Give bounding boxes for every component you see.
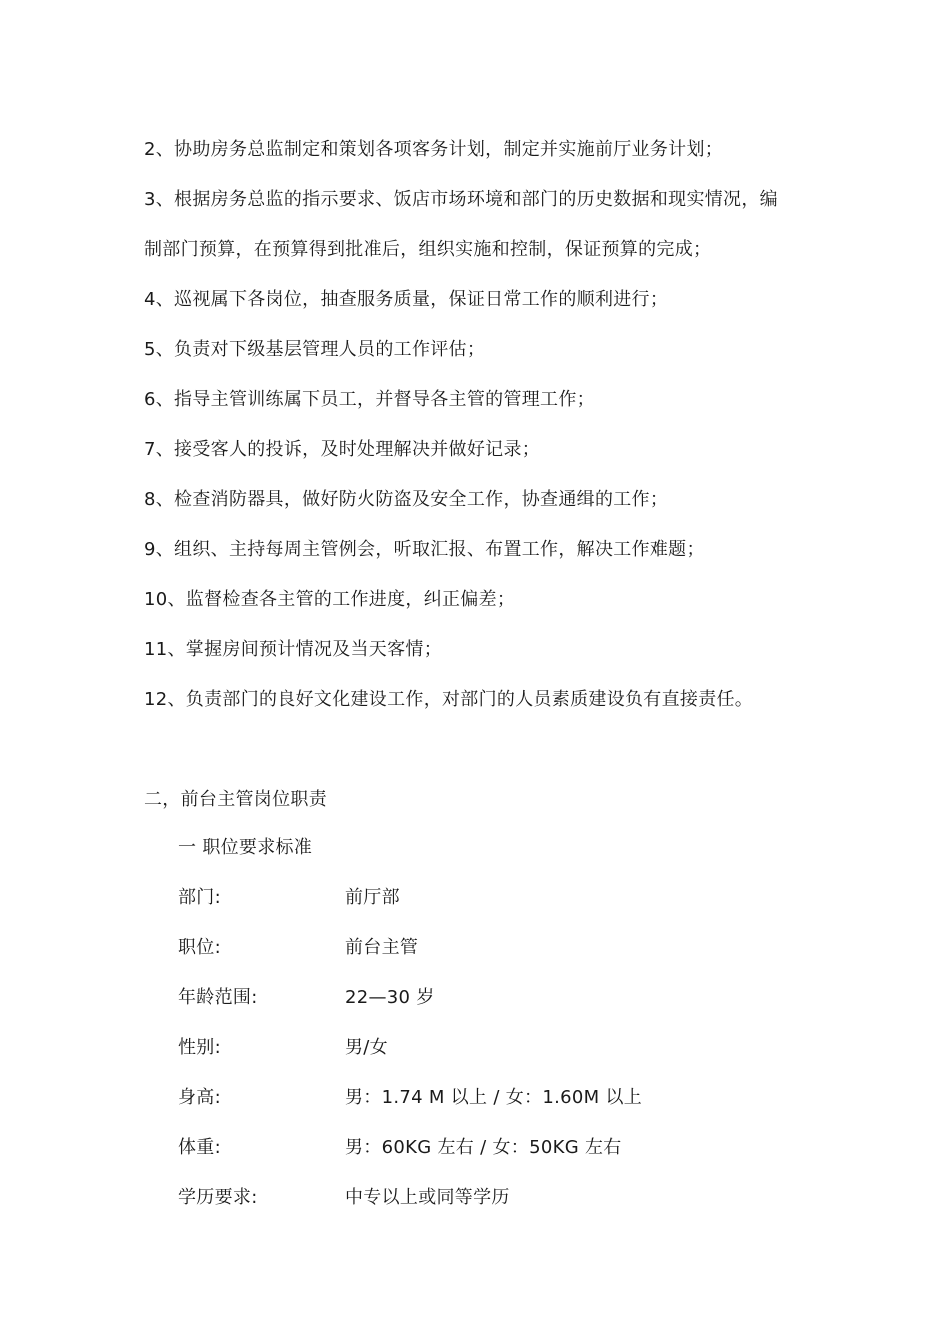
duty-line-4: 4、巡视属下各岗位，抽查服务质量，保证日常工作的顺利进行；	[144, 289, 669, 310]
duty-line-2: 2、协助房务总监制定和策划各项客务计划，制定并实施前厅业务计划；	[144, 139, 724, 160]
requirement-value: 22—30 岁	[345, 987, 435, 1008]
section-title: 二，前台主管岗位职责	[144, 789, 327, 810]
duty-line-7: 7、接受客人的投诉，及时处理解决并做好记录；	[144, 439, 541, 460]
duty-line-11: 11、掌握房间预计情况及当天客情；	[144, 639, 443, 660]
duty-line-3: 3、根据房务总监的指示要求、饭店市场环境和部门的历史数据和现实情况，编	[144, 189, 778, 210]
requirement-label: 性别:	[178, 1037, 221, 1058]
requirement-row	[178, 1085, 642, 1111]
requirement-value: 中专以上或同等学历	[345, 1187, 510, 1208]
requirement-label: 年龄范围:	[178, 987, 258, 1008]
requirement-label: 身高:	[178, 1087, 221, 1108]
requirement-value: 男/女	[345, 1037, 388, 1058]
duty-line-10: 10、监督检查各主管的工作进度，纠正偏差；	[144, 589, 516, 610]
duty-line-5: 5、负责对下级基层管理人员的工作评估；	[144, 339, 486, 360]
requirement-row	[178, 985, 435, 1011]
requirement-label: 职位:	[178, 937, 221, 958]
duty-line-3-continued: 制部门预算，在预算得到批准后，组织实施和控制，保证预算的完成；	[144, 239, 712, 260]
requirement-row	[178, 1185, 510, 1211]
requirement-label: 部门:	[178, 887, 221, 908]
requirement-row	[178, 935, 418, 961]
requirement-value: 前厅部	[345, 887, 400, 908]
subsection-title: 一 职位要求标准	[178, 837, 313, 858]
duty-line-8: 8、检查消防器具，做好防火防盗及安全工作，协查通缉的工作；	[144, 489, 669, 510]
duty-line-12: 12、负责部门的良好文化建设工作，对部门的人员素质建设负有直接责任。	[144, 689, 754, 710]
requirement-value: 前台主管	[345, 937, 419, 958]
requirement-label: 学历要求:	[178, 1187, 258, 1208]
requirement-value: 男：1.74 M 以上 / 女：1.60M 以上	[345, 1087, 643, 1108]
requirement-row	[178, 885, 400, 911]
duty-line-6: 6、指导主管训练属下员工，并督导各主管的管理工作；	[144, 389, 595, 410]
requirement-label: 体重:	[178, 1137, 221, 1158]
duty-line-9: 9、组织、主持每周主管例会，听取汇报、布置工作，解决工作难题；	[144, 539, 705, 560]
requirement-value: 男：60KG 左右 / 女：50KG 左右	[345, 1137, 622, 1158]
requirement-row	[178, 1035, 388, 1061]
requirement-row	[178, 1135, 622, 1161]
